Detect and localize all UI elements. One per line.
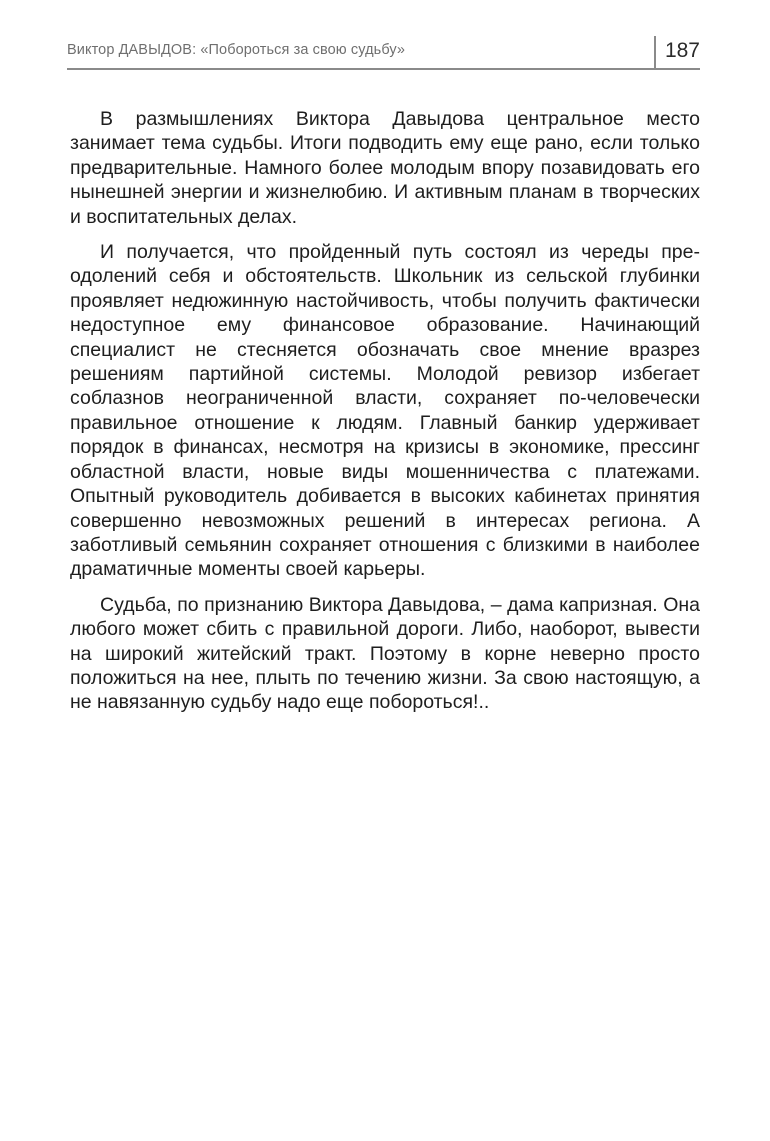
page-number: 187 xyxy=(664,39,700,62)
paragraph-2: И получается, что пройденный путь состоял из череды преодолений себя и обстоятельств. Школьник из сельской глубинки проявляет недюжинную настойчивость, чтобы получить фактически недоступное ему финансовое образование. Начинающий специалист не стесняется обозначать свое мнение вразрез решениям партийной системы. Молодой ревизор избегает соблазнов неограниченной власти, сохраняет по-человечески правильное отношение к людям. Главный банкир удерживает порядок в финансах, несмотря на кризисы в экономике, прессинг областной власти, новые виды мошенничества с платежами. Опытный руководитель добивается в высоких кабинетах принятия совершенно невозможных решений в интересах региона. А заботливый семьянин сохраняет отношения с близкими в наиболее драматичные моменты своей карьеры. xyxy=(70,241,700,581)
running-title: Виктор ДАВЫДОВ: «Побороться за свою судьбу» xyxy=(67,42,406,58)
paragraph-3: Судьба, по признанию Виктора Давыдова, – дама капризная. Она любого может сбить с правильной дороги. Либо, наоборот, вывести на широкий житейский тракт. Поэтому в корне неверно просто положиться на нее, плыть по течению жизни. За свою настоящую, а не навязанную судьбу надо еще побороться!.. xyxy=(70,593,700,714)
header-vertical-divider xyxy=(654,36,656,68)
paragraph-1: В размышлениях Виктора Давыдова центральное место занимает тема судьбы. Итоги подводить ему еще рано, если только предварительные. Намного более молодым впору позавидовать его нынешней энергии и жизнелюбию. И активным планам в творческих и воспитательных делах. xyxy=(70,108,700,228)
running-head xyxy=(67,40,700,70)
header-rule xyxy=(67,68,700,70)
body-text xyxy=(70,107,700,726)
